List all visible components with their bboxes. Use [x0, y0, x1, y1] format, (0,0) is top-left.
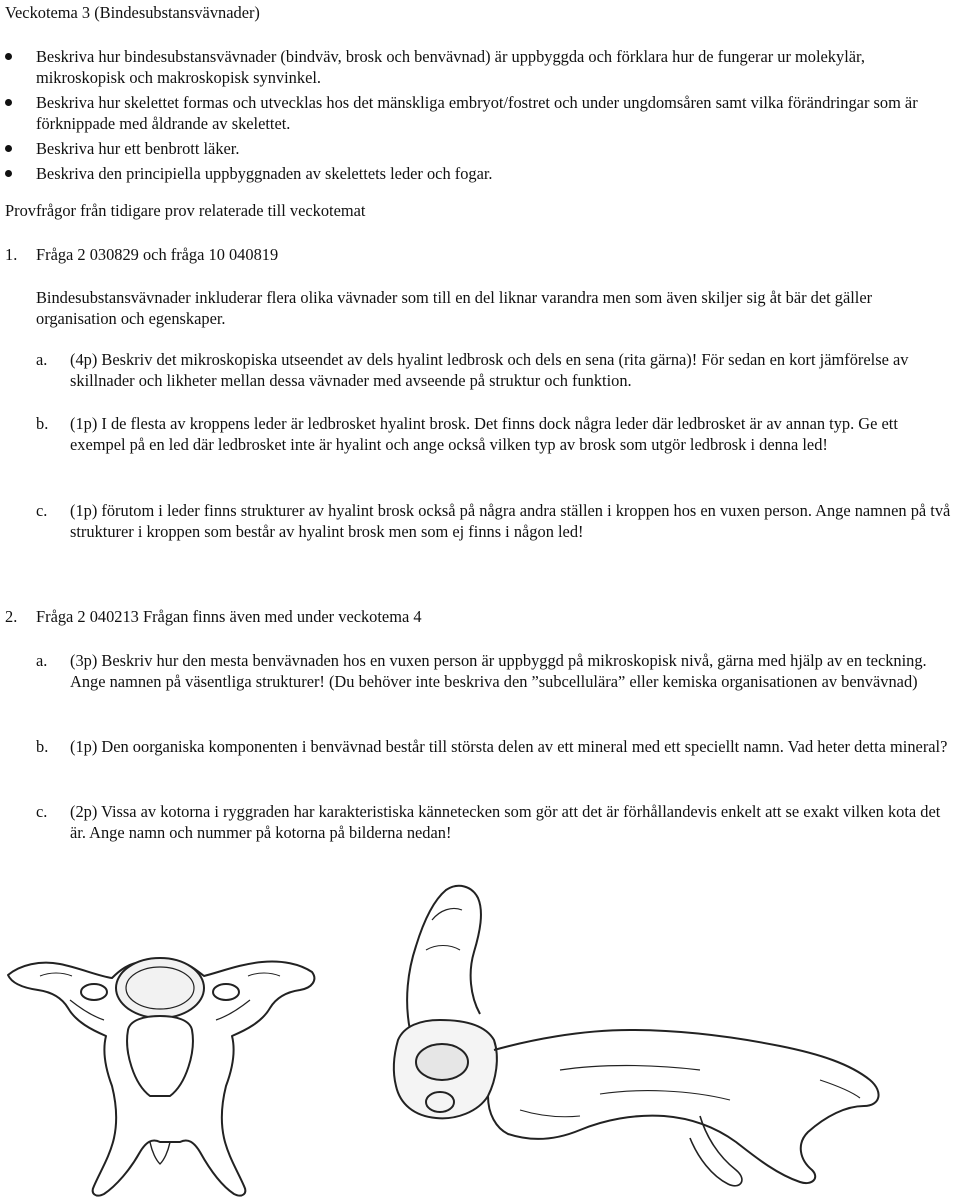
question-part [36, 413, 956, 455]
bullet-icon [5, 99, 12, 106]
list-item: Beskriva hur skelettet formas och utvecklas hos det mänskliga embryot/fostret och under ungdomsåren samt vilka förändringar som är förknippade med åldrande av skelettet. [36, 92, 936, 134]
question-part [36, 650, 956, 692]
question-heading: Fråga 2 040213 Frågan finns även med under veckotema 4 [36, 607, 422, 626]
objectives-list [36, 46, 936, 188]
list-item: Beskriva hur ett benbrott läker. [36, 138, 936, 159]
list-item: Beskriva hur bindesubstansvävnader (bindväv, brosk och benvävnad) är uppbyggda och förklara hur de fungerar ur molekylär, mikroskopisk och makroskopisk synvinkel. [36, 46, 936, 88]
question-part [36, 349, 956, 391]
question-part [36, 500, 956, 542]
bullet-icon [5, 53, 12, 60]
part-letter: b. [36, 414, 49, 433]
question-part [36, 801, 956, 843]
bullet-icon [5, 145, 12, 152]
part-text: (4p) Beskriv det mikroskopiska utseendet av dels hyalint ledbrosk och dels en sena (rita gärna)! För sedan en kort jämförelse av skillnader och likheter mellan dessa vävnader med avseende på struktur och funktion. [70, 350, 909, 390]
axis-vertebra-figure [394, 886, 879, 1186]
list-item: Beskriva den principiella uppbyggnaden av skelettets leder och fogar. [36, 163, 936, 184]
part-letter: b. [36, 737, 49, 756]
part-text: (3p) Beskriv hur den mesta benvävnaden hos en vuxen person är uppbyggd på mikroskopisk nivå, gärna med hjälp av en teckning. Ange namnen på väsentliga strukturer! (Du behöver inte beskriva den ”subcellulära” eller kemiska organisationen av benvävnad) [70, 651, 927, 691]
page-title: Veckotema 3 (Bindesubstansvävnader) [5, 3, 260, 22]
section-heading: Provfrågor från tidigare prov relaterade till veckotemat [5, 201, 366, 220]
part-text: (1p) I de flesta av kroppens leder är ledbrosket hyalint brosk. Det finns dock några leder där ledbrosket är av annan typ. Ge ett exempel på en led där ledbrosket inte är hyalint och ange också vilken typ av brosk som utgör ledbrosk i denna led! [70, 414, 898, 454]
question-number: 1. [5, 245, 18, 264]
question-part [36, 736, 956, 757]
bullet-icon [5, 170, 12, 177]
part-letter: c. [36, 802, 48, 821]
question-heading: Fråga 2 030829 och fråga 10 040819 [36, 245, 279, 264]
part-letter: a. [36, 350, 48, 369]
part-letter: a. [36, 651, 48, 670]
part-text: (1p) förutom i leder finns strukturer av hyalint brosk också på några andra ställen i kroppen hos en vuxen person. Ange namnen på två strukturer i kroppen som består av hyalint brosk men som ej finns i någon led! [70, 501, 951, 541]
question-intro: Bindesubstansvävnader inkluderar flera olika vävnader som till en del liknar varandra men som även skiljer sig åt bär det gäller organisation och egenskaper. [36, 288, 873, 328]
cervical-vertebra-figure [8, 958, 314, 1196]
part-text: (1p) Den oorganiska komponenten i benvävnad består till största delen av ett mineral med ett speciellt namn. Vad heter detta mineral? [70, 737, 948, 756]
vertebra-illustrations [0, 880, 960, 1200]
question-number: 2. [5, 607, 18, 626]
part-letter: c. [36, 501, 48, 520]
part-text: (2p) Vissa av kotorna i ryggraden har karakteristiska kännetecken som gör att det är förhållandevis enkelt att se exakt vilken kota det är. Ange namn och nummer på kotorna på bilderna nedan! [70, 802, 941, 842]
